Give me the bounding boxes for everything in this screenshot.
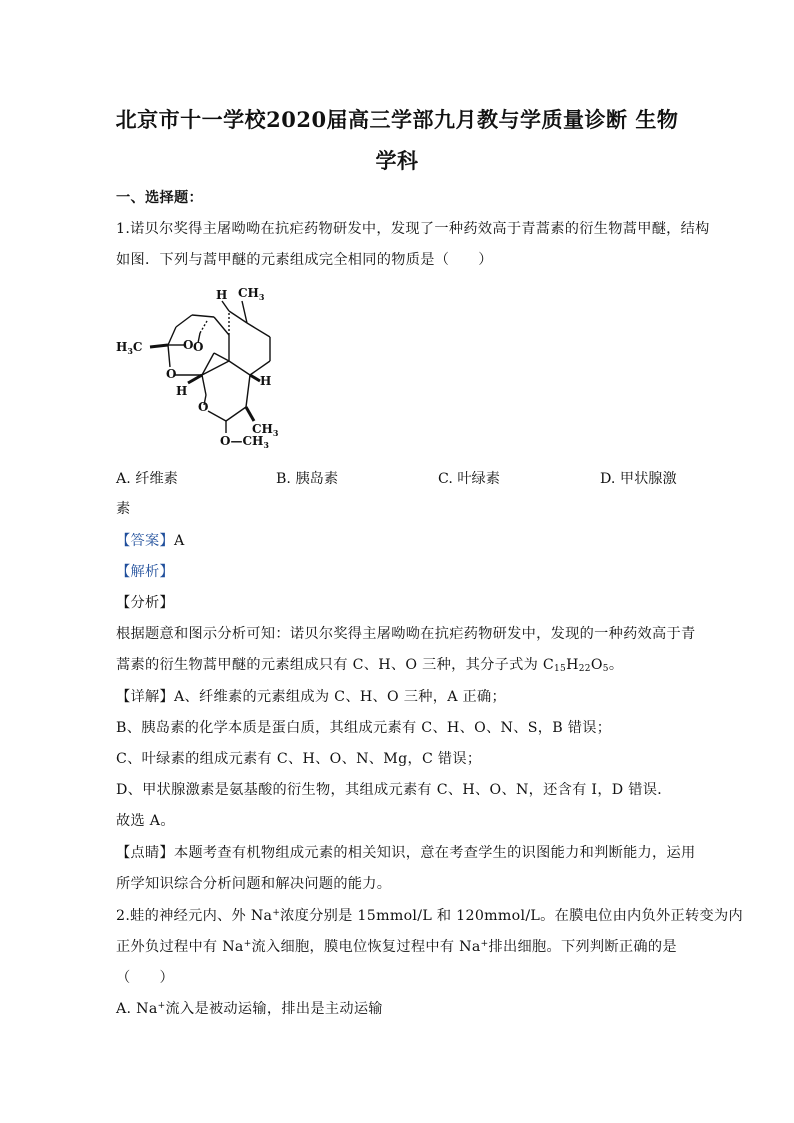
h-top-label: H [216,288,228,302]
document-title-cont: 学科 [375,148,419,173]
q1-option-d-cont: 素 [116,501,131,517]
q1-answer [116,530,686,550]
peroxide-o1-label: O [183,338,194,352]
fenxi-line1: 根据题意和图示分析可知：诺贝尔奖得主屠呦呦在抗疟药物研发中，发现的一种药效高于青 [116,626,696,642]
dianjing-line1: 【点睛】本题考查有机物组成元素的相关知识，意在考查学生的识图能力和判断能力，运用 [116,845,696,861]
h-left-label: H [176,384,188,398]
ch3-right-label: $CH_3$ [252,422,279,438]
q1-option-d: D. 甲状腺激 [600,471,677,487]
section-heading: 一、选择题： [116,190,203,206]
document-title: 北京市十一学校2020届高三学部九月教与学质量诊断 生物 [115,107,679,132]
h3c-left-label: $H_3C$ [116,340,143,356]
dianjing-line2: 所学知识综合分析问题和解决问题的能力。 [116,876,392,892]
q1-option-a: A. 纤维素 [116,471,178,487]
q1-stem-line1: 1.诺贝尔奖得主屠呦呦在抗疟药物研发中，发现了一种药效高于青蒿素的衍生物蒿甲醚，结构 [116,221,710,237]
dianjing-tag: 【点睛】 [116,845,174,861]
ring-o-label: O [198,400,209,414]
conclusion: 故选 A。 [116,813,175,829]
q1-option-c: C. 叶绿素 [438,471,500,487]
detail-line4: D、甲状腺激素是氨基酸的衍生物，其组成元素有 C、H、O、N，还含有 I，D 错误． [116,782,672,798]
artemether-structure [114,283,284,453]
q2-stem-line3: （ ） [116,970,174,986]
fenxi-line2: 蒿素的衍生物蒿甲醚的元素组成只有 C、H、O 三种，其分子式为 $C_{15}H_{22}O_5$。 [116,657,624,674]
peroxide-o2-label: O [193,340,204,354]
fenxi-tag: 【分析】 [116,595,174,611]
q1-option-b: B. 胰岛素 [276,471,339,487]
h-right-label: H [260,374,272,388]
analysis-tag: 【解析】 [116,564,174,580]
detail-line1: 【详解】A、纤维素的元素组成为 C、H、O 三种，A 正确； [116,689,507,705]
q2-stem-line2: 正外负过程中有 Na+流入细胞，膜电位恢复过程中有 Na+排出细胞。下列判断正确的是 [116,939,677,955]
q2-stem-line1: 2.蛙的神经元内、外 Na+浓度分别是 15mmol/L 和 120mmol/L。在膜电位由内负外正转变为内 [116,908,743,924]
detail-tag: 【详解】 [116,689,174,705]
answer-value: A [173,533,185,549]
detail-line2: B、胰岛素的化学本质是蛋白质，其组成元素有 C、H、O、N、S，B 错误； [116,720,612,736]
answer-tag: 【答案】 [116,533,174,549]
q2-option-a: A. Na+流入是被动运输，排出是主动运输 [116,1001,383,1017]
detail-line3: C、叶绿素的组成元素有 C、H、O、N、Mg，C 错误； [116,751,482,767]
och3-label: $O—CH_3$ [220,434,269,450]
q1-stem-line2: 如图．下列与蒿甲醚的元素组成完全相同的物质是（ ） [116,252,493,268]
bridge-o-label: O [166,367,177,381]
ch3-top-label: $CH_3$ [238,286,265,302]
